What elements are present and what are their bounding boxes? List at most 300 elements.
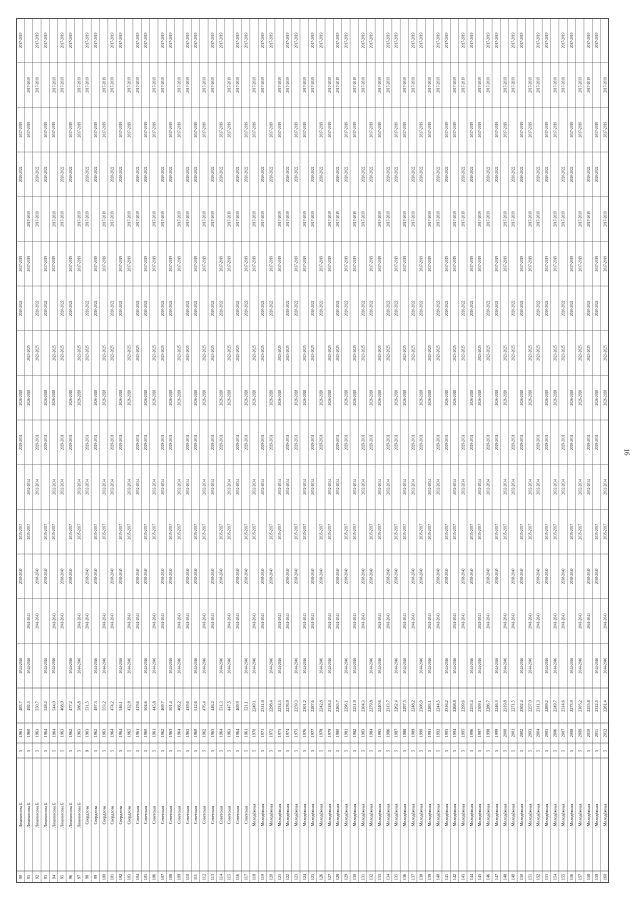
period-cell: 2041-2043 [311,613,316,629]
period-cell: 2038-2040 [85,568,90,585]
period-cell: 2020-2022 [561,166,566,183]
period-cell: 2035-2037 [352,523,357,540]
row-address: Молодёжная [418,803,424,827]
period-cell: 2020-2022 [311,166,316,183]
period-cell: 2032-2034 [135,479,140,495]
period-cell: 2029-2031 [210,434,215,451]
row-number: 91 [26,874,32,880]
period-cell: 2017-2019 [419,121,424,138]
period-cell: 2017-2019 [327,121,332,138]
row-address: Молодёжная [493,803,499,827]
row-area: 2281.4 [602,700,608,712]
period-cell: 2020-2022 [135,166,140,183]
period-cell: 2044-2046 [77,657,82,674]
period-cell: 2017-2019 [570,255,575,272]
period-cell: 2017-2019 [603,211,608,227]
period-cell: 2020-2022 [444,300,449,317]
period-cell: 2032-2034 [286,479,291,495]
period-cell: 2017-2019 [236,211,241,227]
period-cell: 2041-2043 [135,613,140,629]
period-cell: 2017-2019 [545,32,550,49]
period-cell: 2038-2040 [494,568,499,585]
period-cell: 2026-2028 [269,389,274,406]
row-code: 5 [93,749,99,753]
row-code: 5 [17,749,23,753]
period-cell: 2035-2037 [394,523,399,540]
period-cell: 2020-2022 [244,166,249,183]
period-cell: 2038-2040 [261,568,266,585]
period-cell: 2029-2031 [185,434,190,451]
period-cell: 2017-2019 [545,255,550,272]
period-cell: 2020-2022 [119,300,124,317]
period-cell: 2020-2022 [595,166,600,183]
row-year: 1960 [143,728,149,738]
period-cell: 2035-2037 [18,523,23,540]
row-area: 469.7 [159,701,165,711]
row-number: 108 [168,873,174,881]
row-year: 1961 [17,728,23,738]
period-cell: 2029-2031 [319,434,324,451]
period-cell: 2038-2040 [43,568,48,585]
period-cell: 2035-2037 [369,523,374,540]
row-address: Молодёжная [343,803,349,827]
period-cell: 2026-2028 [503,389,508,406]
period-cell: 2017-2019 [43,121,48,138]
period-cell: 2026-2028 [244,389,249,406]
row-code: 5 [510,749,516,753]
period-cell: 2017-2019 [85,32,90,49]
period-cell: 2035-2037 [453,523,458,540]
row-number: 107 [159,873,165,881]
period-cell: 2017-2019 [194,32,199,49]
period-cell: 2017-2019 [494,32,499,49]
period-cell: 2032-2034 [528,479,533,495]
period-cell: 2017-2019 [127,255,132,272]
period-cell: 2026-2028 [595,389,600,406]
period-cell: 2032-2034 [361,479,366,495]
period-cell: 2017-2019 [428,211,433,227]
period-cell: 2017-2019 [202,211,207,227]
period-cell: 2044-2046 [18,657,23,674]
row-area: 476.4 [201,701,207,711]
period-cell: 2017-2019 [294,121,299,138]
row-year: 1974 [285,728,291,738]
period-cell: 2017-2019 [461,211,466,227]
period-cell: 2017-2019 [227,77,232,93]
period-cell: 2017-2019 [302,255,307,272]
page-number: 16 [622,448,631,456]
period-cell: 2020-2022 [18,300,23,317]
period-cell: 2017-2019 [553,121,558,138]
row-area: 2297.5 [402,700,408,712]
period-cell: 2032-2034 [511,479,516,495]
period-cell: 2017-2019 [336,211,341,227]
row-year: 1964 [235,728,241,738]
period-cell: 2023-2025 [102,345,107,361]
period-cell: 2023-2025 [227,345,232,361]
period-cell: 2017-2019 [35,32,40,49]
period-cell: 2032-2034 [403,479,408,495]
period-cell: 2017-2019 [194,255,199,272]
row-number: 114 [218,873,224,881]
row-area: 469.9 [235,701,241,711]
period-cell: 2017-2019 [269,32,274,49]
period-cell: 2041-2043 [85,613,90,629]
period-cell: 2020-2022 [60,166,65,183]
period-cell: 2017-2019 [336,77,341,93]
period-cell: 2023-2025 [528,345,533,361]
row-year: 1963 [84,728,90,738]
period-cell: 2026-2028 [519,389,524,406]
period-cell: 2044-2046 [302,657,307,674]
row-address: Молодёжная [535,803,541,827]
period-cell: 2026-2028 [152,389,157,406]
row-area: 2313.7 [385,700,391,712]
row-address: Молодёжная [402,803,408,827]
period-cell: 2020-2022 [545,166,550,183]
period-cell: 2017-2019 [135,77,140,93]
period-cell: 2044-2046 [494,657,499,674]
row-address: Молодёжная [518,803,524,827]
row-code: 5 [427,749,433,753]
period-cell: 2023-2025 [210,345,215,361]
period-cell: 2017-2019 [352,77,357,93]
period-cell: 2017-2019 [210,211,215,227]
period-cell: 2017-2019 [160,211,165,227]
row-number: 113 [209,873,215,881]
period-cell: 2017-2019 [528,77,533,93]
period-cell: 2023-2025 [60,345,65,361]
row-address: Молодёжная [410,803,416,827]
period-cell: 2017-2019 [102,77,107,93]
period-cell: 2017-2019 [227,121,232,138]
period-cell: 2026-2028 [219,389,224,406]
period-cell: 2029-2031 [144,434,149,451]
period-cell: 2032-2034 [336,479,341,495]
row-address: Молодёжная [468,803,474,827]
period-cell: 2038-2040 [94,568,99,585]
row-area: 586.8 [76,701,82,711]
row-area: 445.8 [151,701,157,711]
row-number: 156 [569,873,575,881]
period-cell: 2017-2019 [219,32,224,49]
period-cell: 2041-2043 [27,613,32,629]
period-cell: 2035-2037 [570,523,575,540]
row-code: 5 [218,749,224,753]
period-cell: 2017-2019 [311,32,316,49]
period-cell: 2026-2028 [277,389,282,406]
row-code: 5 [435,749,441,753]
row-number: 129 [343,873,349,881]
row-number: 148 [502,873,508,881]
row-year: 1996 [468,728,474,738]
period-cell: 2023-2025 [561,345,566,361]
period-cell: 2020-2022 [169,300,174,317]
period-cell: 2017-2019 [561,211,566,227]
row-number: 104 [134,873,140,881]
period-cell: 2017-2019 [219,121,224,138]
row-address: Молодёжная [393,803,399,827]
row-address: Молодёжная [544,803,550,827]
row-code: 5 [201,749,207,753]
row-area: 2306.9 [418,700,424,712]
row-number: 96 [67,874,73,880]
row-year: 2000 [502,728,508,738]
period-cell: 2026-2028 [43,389,48,406]
row-year: 1963 [226,728,232,738]
row-area: 528.2 [42,701,48,711]
period-cell: 2020-2022 [18,166,23,183]
period-cell: 2026-2028 [494,389,499,406]
period-cell: 2029-2031 [486,434,491,451]
period-cell: 2035-2037 [27,523,32,540]
row-year: 1964 [109,728,115,738]
row-address: Молодёжная [510,803,516,827]
period-cell: 2032-2034 [327,479,332,495]
period-cell: 2017-2019 [327,211,332,227]
period-cell: 2020-2022 [144,300,149,317]
period-cell: 2044-2046 [444,657,449,674]
row-code: 5 [26,749,32,753]
row-area: 2276.9 [285,700,291,712]
period-cell: 2017-2019 [586,77,591,93]
period-cell: 2032-2034 [503,479,508,495]
period-cell: 2029-2031 [311,434,316,451]
row-code: 5 [418,749,424,753]
row-year: 1978 [318,728,324,738]
period-cell: 2029-2031 [18,434,23,451]
period-cell: 2017-2019 [361,32,366,49]
period-cell: 2017-2019 [403,77,408,93]
period-cell: 2017-2019 [94,32,99,49]
period-cell: 2026-2028 [394,389,399,406]
period-cell: 2020-2022 [386,300,391,317]
period-cell: 2035-2037 [119,523,124,540]
period-cell: 2017-2019 [327,255,332,272]
period-cell: 2020-2022 [43,300,48,317]
row-year: 1961 [134,728,140,738]
period-cell: 2017-2019 [68,32,73,49]
period-cell: 2044-2046 [344,657,349,674]
row-code: 5 [335,749,341,753]
period-cell: 2020-2022 [344,300,349,317]
period-cell: 2023-2025 [202,345,207,361]
period-cell: 2020-2022 [185,300,190,317]
row-year: 1963 [76,728,82,738]
period-cell: 2020-2022 [244,300,249,317]
period-cell: 2023-2025 [185,345,190,361]
period-cell: 2041-2043 [361,613,366,629]
period-cell: 2026-2028 [377,389,382,406]
row-address: Молодёжная [293,803,299,827]
period-cell: 2044-2046 [603,657,608,674]
period-cell: 2020-2022 [43,166,48,183]
row-address: Молодёжная [527,803,533,827]
period-cell: 2023-2025 [453,345,458,361]
period-cell: 2017-2019 [453,77,458,93]
period-cell: 2020-2022 [219,300,224,317]
period-cell: 2026-2028 [528,389,533,406]
period-cell: 2044-2046 [252,657,257,674]
period-cell: 2017-2019 [119,121,124,138]
row-year: 1973 [276,728,282,738]
row-code: 5 [468,749,474,753]
period-cell: 2032-2034 [177,479,182,495]
row-number: 124 [301,873,307,881]
row-number: 127 [326,873,332,881]
period-cell: 2041-2043 [177,613,182,629]
period-cell: 2020-2022 [236,300,241,317]
period-cell: 2029-2031 [236,434,241,451]
period-cell: 2041-2043 [185,613,190,629]
period-cell: 2044-2046 [578,657,583,674]
period-cell: 2032-2034 [302,479,307,495]
row-area: 544.0 [51,701,57,711]
period-cell: 2017-2019 [261,77,266,93]
row-code: 5 [268,749,274,753]
period-cell: 2020-2022 [570,166,575,183]
period-cell: 2032-2034 [236,479,241,495]
row-address: Свердлова [101,805,107,825]
period-cell: 2035-2037 [102,523,107,540]
period-cell: 2038-2040 [369,568,374,585]
row-area: 432.8 [126,701,132,711]
row-address: Советская [218,805,224,825]
period-cell: 2041-2043 [160,613,165,629]
row-year: 1963 [184,728,190,738]
period-cell: 2041-2043 [603,613,608,629]
period-cell: 2029-2031 [294,434,299,451]
period-cell: 2020-2022 [519,300,524,317]
period-cell: 2020-2022 [494,300,499,317]
period-cell: 2020-2022 [94,166,99,183]
period-cell: 2041-2043 [403,613,408,629]
period-cell: 2023-2025 [52,345,57,361]
row-year: 1983 [360,728,366,738]
period-cell: 2017-2019 [403,121,408,138]
period-cell: 2020-2022 [361,300,366,317]
period-cell: 2029-2031 [85,434,90,451]
row-address: Ломоносова Б [51,802,57,828]
period-cell: 2032-2034 [536,479,541,495]
period-cell: 2035-2037 [169,523,174,540]
period-cell: 2017-2019 [110,77,115,93]
period-cell: 2023-2025 [478,345,483,361]
period-cell: 2017-2019 [177,77,182,93]
period-cell: 2017-2019 [169,121,174,138]
row-code: 5 [410,749,416,753]
period-cell: 2017-2019 [227,255,232,272]
period-cell: 2017-2019 [144,255,149,272]
period-cell: 2038-2040 [135,568,140,585]
period-cell: 2020-2022 [286,300,291,317]
period-cell: 2026-2028 [453,389,458,406]
period-cell: 2038-2040 [169,568,174,585]
period-cell: 2017-2019 [394,32,399,49]
period-cell: 2026-2028 [319,389,324,406]
row-year: 1998 [485,728,491,738]
period-cell: 2035-2037 [43,523,48,540]
row-number: 146 [485,873,491,881]
period-cell: 2020-2022 [386,166,391,183]
period-cell: 2017-2019 [494,121,499,138]
period-cell: 2032-2034 [35,479,40,495]
period-cell: 2017-2019 [60,211,65,227]
period-cell: 2026-2028 [327,389,332,406]
period-cell: 2017-2019 [386,32,391,49]
period-cell: 2020-2022 [469,166,474,183]
period-cell: 2020-2022 [35,166,40,183]
period-cell: 2020-2022 [561,300,566,317]
row-area: 2286.7 [485,700,491,712]
row-address: Молодёжная [376,803,382,827]
row-number: 142 [452,873,458,881]
row-area: 2279.8 [368,700,374,712]
period-cell: 2020-2022 [110,166,115,183]
row-area: 2301.2 [301,700,307,712]
period-cell: 2017-2019 [386,211,391,227]
period-cell: 2035-2037 [478,523,483,540]
period-cell: 2035-2037 [202,523,207,540]
period-cell: 2017-2019 [127,211,132,227]
rotated-table [16,18,609,883]
period-cell: 2017-2019 [27,121,32,138]
period-cell: 2029-2031 [386,434,391,451]
period-cell: 2026-2028 [603,389,608,406]
period-cell: 2041-2043 [236,613,241,629]
period-cell: 2017-2019 [18,32,23,49]
period-cell: 2026-2028 [294,389,299,406]
period-cell: 2023-2025 [177,345,182,361]
row-year: 1984 [368,728,374,738]
row-code: 5 [326,749,332,753]
period-cell: 2035-2037 [377,523,382,540]
row-number: 110 [184,873,190,881]
period-cell: 2017-2019 [411,77,416,93]
period-cell: 2026-2028 [194,389,199,406]
period-cell: 2032-2034 [210,479,215,495]
period-cell: 2020-2022 [294,300,299,317]
row-address: Советская [243,805,249,825]
row-year: 1977 [310,728,316,738]
row-address: Ломоносова Б [34,802,40,828]
row-code: 5 [477,749,483,753]
period-cell: 2023-2025 [127,345,132,361]
row-area: 2240.6 [376,700,382,712]
period-cell: 2032-2034 [561,479,566,495]
period-cell: 2017-2019 [511,211,516,227]
row-area: 446.2 [209,701,215,711]
period-cell: 2020-2022 [144,166,149,183]
period-cell: 2017-2019 [503,121,508,138]
period-cell: 2017-2019 [77,121,82,138]
row-code: 5 [502,749,508,753]
period-cell: 2017-2019 [169,255,174,272]
row-year: 1989 [410,728,416,738]
period-cell: 2026-2028 [369,389,374,406]
period-cell: 2044-2046 [94,657,99,674]
period-cell: 2044-2046 [177,657,182,674]
period-cell: 2017-2019 [160,77,165,93]
row-year: 1995 [460,728,466,738]
period-cell: 2017-2019 [586,211,591,227]
period-cell: 2044-2046 [519,657,524,674]
row-address: Свердлова [109,805,115,825]
period-cell: 2032-2034 [486,479,491,495]
row-year: 1961 [243,728,249,738]
row-year: 2010 [585,728,591,738]
period-cell: 2032-2034 [127,479,132,495]
